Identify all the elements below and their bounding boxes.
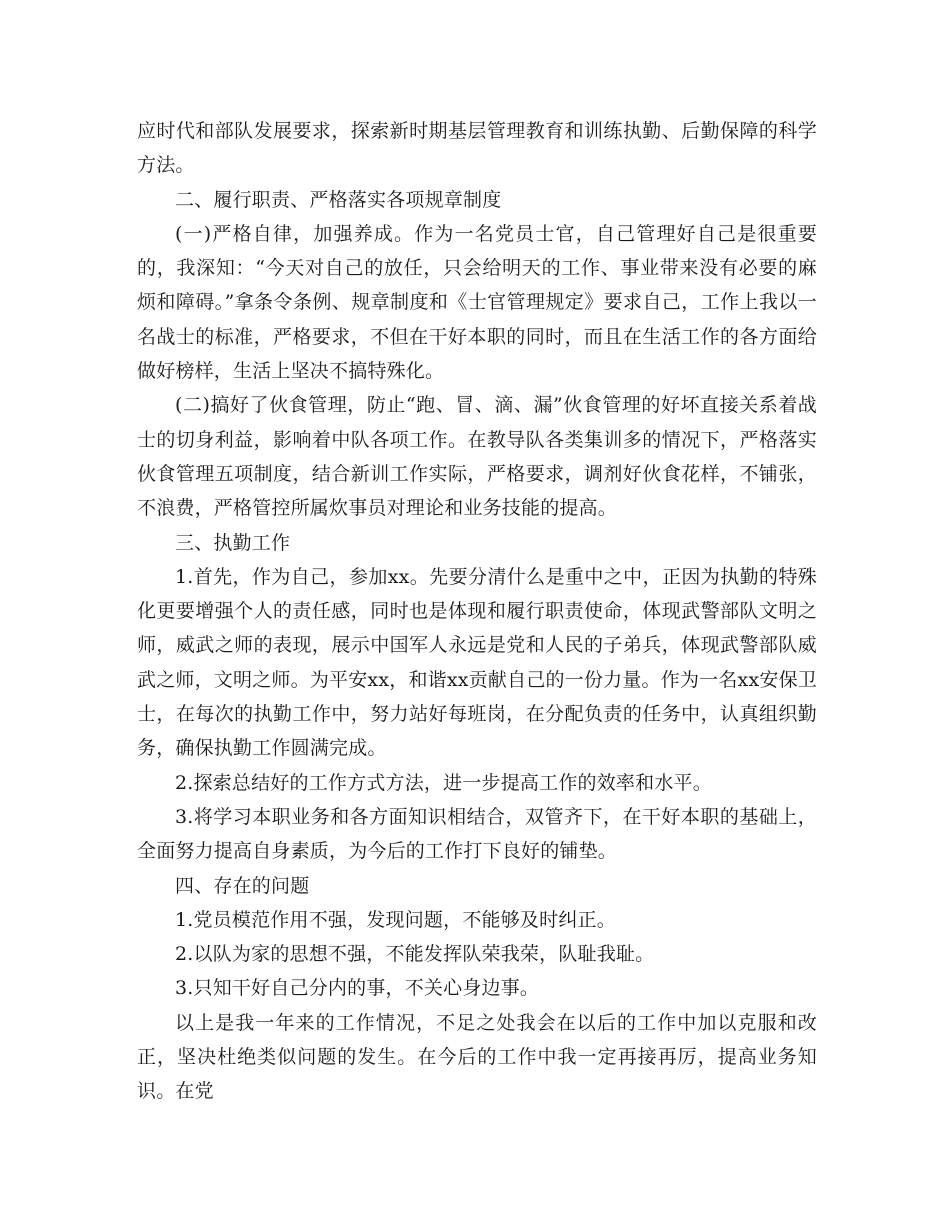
paragraph-problem-1: 1.党员模范作用不强，发现问题，不能够及时纠正。 (175, 908, 616, 931)
section-heading-2: 二、履行职责、严格落实各项规章制度 (175, 188, 502, 211)
paragraph-summary: 以上是我一年来的工作情况，不足之处我会在以后的工作中加以克服和改正，坚决杜绝类似问题的发生。在今后的工作中我一定再接再厉，提高业务知识。在党 (137, 1011, 817, 1103)
paragraph-self-discipline: (一)严格自律，加强养成。作为一名党员士官，自己管理好自己是很重要的，我深知：“今天对自己的放任，只会给明天的工作、事业带来没有必要的麻烦和障碍。”拿条令条例、规章制度和《士官管理规定》要求自己，工作上我以一名战士的标准，严格要求，不但在干好本职的同时，而且在生活工作的各方面给做好榜样，生活上坚决不搞特殊化。 (137, 222, 817, 383)
section-heading-3: 三、执勤工作 (175, 531, 291, 554)
paragraph-duty-3: 3.将学习本职业务和各方面知识相结合，双管齐下，在干好本职的基础上，全面努力提高自身素质，为今后的工作打下良好的铺垫。 (137, 805, 817, 863)
paragraph-duty-2: 2.探索总结好的工作方式方法，进一步提高工作的效率和水平。 (175, 771, 712, 794)
section-heading-4: 四、存在的问题 (175, 874, 310, 897)
paragraph-problem-2: 2.以队为家的思想不强，不能发挥队荣我荣，队耻我耻。 (175, 943, 655, 966)
document-body (137, 114, 817, 1109)
paragraph-continuation: 应时代和部队发展要求，探索新时期基层管理教育和训练执勤、后勤保障的科学方法。 (137, 120, 817, 177)
paragraph-duty-1: 1.首先，作为自己，参加xx。先要分清什么是重中之中，正因为执勤的特殊化更要增强个人的责任感，同时也是体现和履行职责使命，体现武警部队文明之师，威武之师的表现，展示中国军人永远是党和人民的子弟兵，体现武警部队威武之师，文明之师。为平安xx，和谐xx贡献自己的一份力量。作为一名xx安保卫士，在每次的执勤工作中，努力站好每班岗，在分配负责的任务中，认真组织勤务，确保执勤工作圆满完成。 (137, 565, 817, 760)
paragraph-problem-3: 3.只知干好自己分内的事，不关心身边事。 (175, 977, 540, 1000)
paragraph-food-management: (二)搞好了伙食管理，防止“跑、冒、滴、漏”伙食管理的好坏直接关系着战士的切身利益，影响着中队各项工作。在教导队各类集训多的情况下，严格落实伙食管理五项制度，结合新训工作实际，严格要求，调剂好伙食花样，不铺张，不浪费，严格管控所属炊事员对理论和业务技能的提高。 (137, 394, 817, 520)
